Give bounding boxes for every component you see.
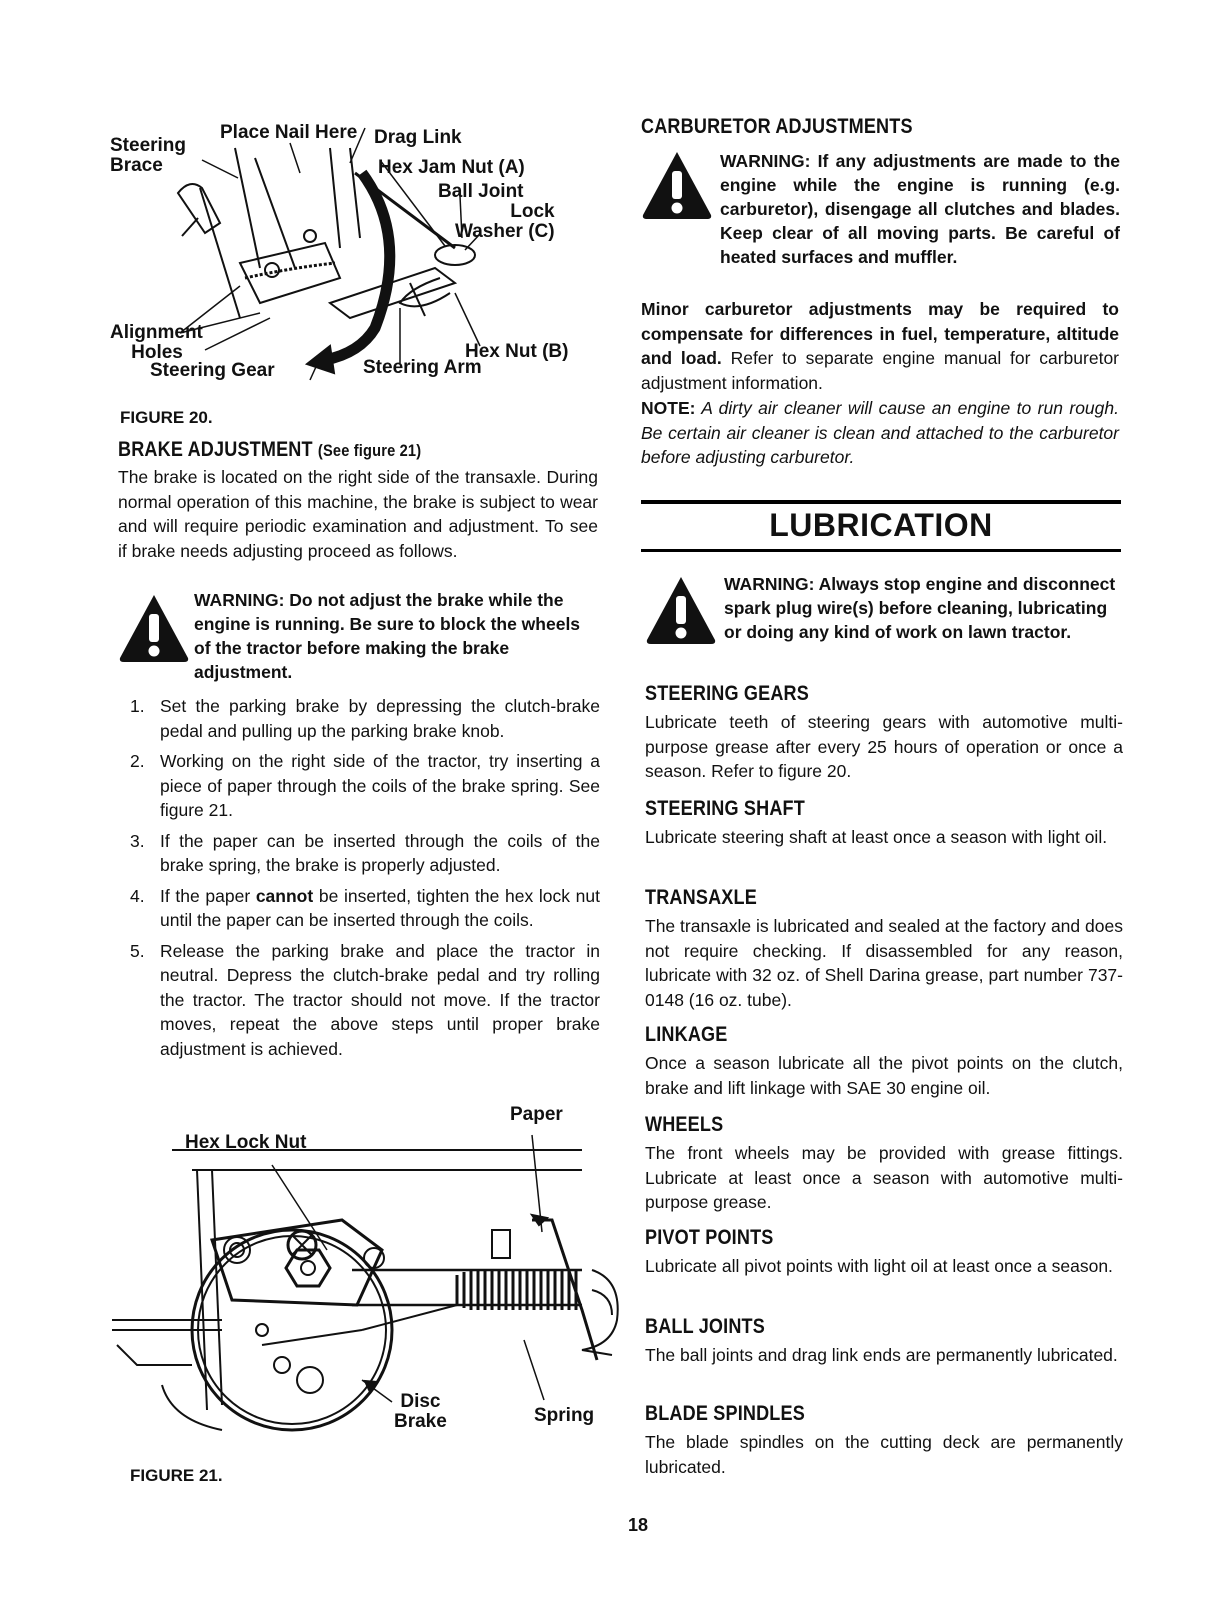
list-item (118, 884, 600, 933)
step-number: 2. (130, 751, 145, 771)
carburetor-note (641, 396, 1119, 470)
section-heading: STEERING SHAFT (645, 797, 805, 820)
label-ball-joint: Ball Joint (438, 181, 524, 202)
step-number: 1. (130, 696, 145, 716)
step-text: If the paper can be inserted through the coils of the brake spring, the brake is properly adjusted. (160, 830, 600, 875)
lubrication-top-rule (641, 500, 1121, 504)
label-steering-gear: Steering Gear (150, 360, 275, 381)
section-heading: PIVOT POINTS (645, 1226, 774, 1249)
figure-20-caption: FIGURE 20. (120, 408, 213, 427)
list-item (118, 829, 600, 878)
page-number: 18 (628, 1515, 649, 1535)
lubrication-warning-text: WARNING: Always stop engine and disconnect spark plug wire(s) before cleaning, lubricating or doing any kind of work on lawn tractor. (724, 574, 1116, 642)
carburetor-paragraph-rest: Refer to separate engine manual for carburetor adjustment information. (641, 348, 1120, 393)
lubrication-bottom-rule (641, 549, 1121, 552)
section-text: The front wheels may be provided with grease fittings. Lubricate at least once a season with automotive multi-purpose grease. (645, 1143, 1123, 1212)
warning-icon (118, 592, 190, 664)
section-heading: BLADE SPINDLES (645, 1402, 805, 1425)
carburetor-paragraph (641, 297, 1119, 395)
brake-adjustment-heading (118, 438, 421, 462)
lubrication-title: LUBRICATION (769, 507, 993, 543)
label-lock-washer: Lock Washer (C) (455, 201, 555, 242)
step-text-pre: If the paper (160, 885, 256, 906)
label-alignment-holes: Alignment Holes (110, 322, 203, 363)
section-heading: BALL JOINTS (645, 1315, 765, 1338)
section-text: The transaxle is lubricated and sealed at the factory and does not require checking. If disassembled for any reason, lubricate with 32 oz. of Shell Darina grease, part number 737-0148 (16 oz. tube). (645, 916, 1123, 1010)
list-item (118, 694, 600, 743)
section-heading: WHEELS (645, 1113, 724, 1136)
carburetor-paragraph-bold: Minor carburetor adjustments may be required to compensate for differences in fuel, temperature, altitude and load. (641, 299, 1119, 368)
label-steering-brace: Steering Brace (110, 135, 187, 176)
brake-assembly-illustration (112, 1130, 632, 1445)
brake-intro: The brake is located on the right side of the transaxle. During normal operation of this machine, the brake is subject to wear and will require periodic examination and adjustment. To see if brake needs adjusting proceed as follows. (118, 467, 598, 561)
carburetor-warning-text: WARNING: If any adjustments are made to the engine while the engine is running (e.g. carburetor), disengage all clutches and blades. Keep clear of all moving parts. Be careful of heated surfaces and muffler. (720, 151, 1120, 267)
step-text-post: be inserted, tighten the hex lock nut until the paper can be inserted through the coils. (160, 885, 601, 930)
label-place-nail-here: Place Nail Here (220, 122, 358, 143)
figure-21 (112, 1104, 632, 1445)
brake-warning-text: WARNING: Do not adjust the brake while the engine is running. Be sure to block the wheels of the tractor before making the brake adjustment. (194, 590, 581, 682)
section-text: Once a season lubricate all the pivot points on the clutch, brake and lift linkage with SAE 30 engine oil. (645, 1053, 1123, 1098)
warning-icon (645, 574, 717, 646)
figure-20 (110, 118, 610, 393)
brake-heading-sub: (See figure 21) (317, 441, 422, 460)
label-hex-nut-b: Hex Nut (B) (465, 341, 569, 362)
list-item (118, 939, 600, 1062)
step-text: Working on the right side of the tractor, try inserting a piece of paper through the coils of the brake spring. See figure 21. (160, 751, 600, 820)
section-heading: LINKAGE (645, 1023, 728, 1046)
section-text: The ball joints and drag link ends are permanently lubricated. (645, 1345, 1118, 1365)
label-hex-lock-nut: Hex Lock Nut (185, 1132, 307, 1153)
step-text: Release the parking brake and place the tractor in neutral. Depress the clutch-brake pedal and try rolling the tractor. The tractor should not move. If the tractor moves, repeat the above steps until proper brake adjustment is achieved. (160, 940, 600, 1059)
step-number: 3. (130, 830, 145, 851)
section-text: Lubricate all pivot points with light oil at least once a season. (645, 1256, 1113, 1276)
label-steering-arm: Steering Arm (363, 357, 482, 378)
label-spring: Spring (534, 1405, 595, 1426)
section-heading: STEERING GEARS (645, 682, 809, 705)
label-disc-brake: Disc Brake (394, 1391, 447, 1432)
section-text: The blade spindles on the cutting deck are permanently lubricated. (645, 1432, 1123, 1477)
carburetor-heading: CARBURETOR ADJUSTMENTS (641, 115, 913, 138)
step-number: 4. (130, 885, 145, 906)
step-text-bold: cannot (255, 885, 314, 906)
step-text: Set the parking brake by depressing the clutch-brake pedal and pulling up the parking brake knob. (160, 696, 600, 741)
section-text: Lubricate teeth of steering gears with automotive multi-purpose grease after every 25 hours of operation or once a season. Refer to figure 20. (645, 712, 1123, 781)
figure-21-caption: FIGURE 21. (130, 1466, 223, 1485)
warning-icon (641, 149, 713, 221)
note-text: A dirty air cleaner will cause an engine to run rough. Be certain air cleaner is clean and attached to the carburetor before adjusting carburetor. (641, 398, 1119, 467)
section-text: Lubricate steering shaft at least once a season with light oil. (645, 827, 1108, 847)
step-number: 5. (130, 940, 145, 961)
section-heading: TRANSAXLE (645, 886, 757, 909)
label-paper: Paper (510, 1104, 563, 1125)
brake-heading-text: BRAKE ADJUSTMENT (118, 438, 313, 461)
label-hex-jam-nut: Hex Jam Nut (A) (378, 157, 525, 178)
list-item (118, 749, 600, 823)
note-label: NOTE: (641, 398, 696, 418)
label-drag-link: Drag Link (374, 127, 462, 148)
brake-steps-list (118, 694, 600, 1067)
